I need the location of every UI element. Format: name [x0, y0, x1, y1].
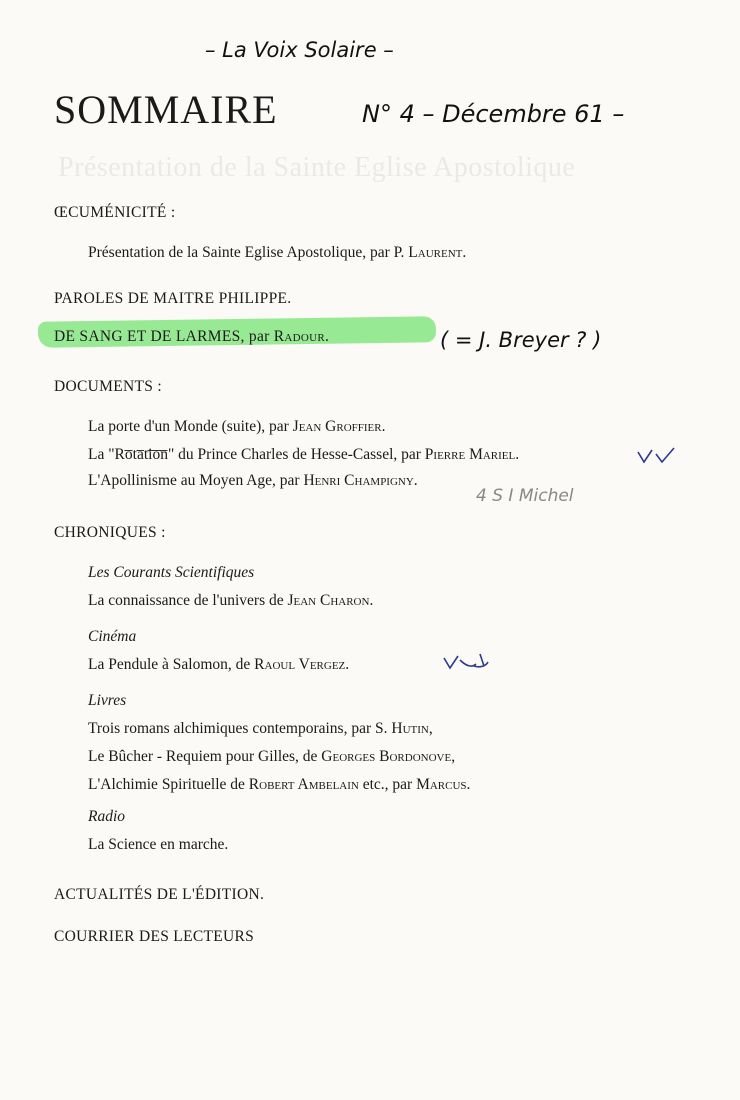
- handwritten-author-note: ( = J. Breyer ? ): [440, 328, 602, 352]
- page-title: SOMMAIRE: [54, 87, 278, 132]
- item-author: Jean Charon.: [287, 592, 374, 609]
- item-author: P. Laurent.: [393, 244, 467, 261]
- section-title: DE SANG ET DE LARMES, par: [54, 328, 270, 345]
- item-author: Radour.: [273, 328, 330, 345]
- item-title: La Science en marche.: [88, 836, 229, 853]
- subsection-label: Les Courants Scientifiques: [88, 564, 255, 581]
- item-prefix: La: [88, 446, 109, 463]
- item-title: Le Bûcher - Requiem pour Gilles, de: [88, 748, 318, 765]
- subsection-label: Livres: [88, 692, 127, 709]
- item-author: Raoul Vergez.: [254, 656, 350, 673]
- list-item: [88, 836, 228, 854]
- section-heading-oecumenicite: ŒCUMÉNICITÉ :: [54, 204, 176, 221]
- item-author: Pierre Mariel.: [424, 446, 520, 463]
- section-heading-sang: [54, 328, 329, 346]
- list-item: [88, 748, 455, 766]
- item-author: Jean Groffier.: [292, 418, 386, 435]
- item-title: La connaissance de l'univers de: [88, 592, 284, 609]
- handwritten-issue-number: N° 4 – Décembre 61 –: [362, 100, 625, 128]
- item-title: La porte d'un Monde (suite), par: [88, 418, 289, 435]
- subsection-label: Radio: [88, 808, 126, 825]
- item-title: Trois romans alchimiques contemporains, par: [88, 720, 372, 737]
- section-heading-paroles: PAROLES DE MAITRE PHILIPPE.: [54, 290, 292, 307]
- item-author: S. Hutin,: [375, 720, 433, 737]
- subsection-label: Cinéma: [88, 628, 137, 645]
- item-title-continued: etc., par: [358, 776, 413, 793]
- list-item: [88, 656, 349, 674]
- item-title: La Pendule à Salomon, de: [88, 656, 251, 673]
- list-item: [88, 244, 466, 262]
- handwritten-journal-name: – La Voix Solaire –: [205, 38, 394, 62]
- list-item: [88, 592, 373, 610]
- item-author: Marcus.: [416, 776, 471, 793]
- item-author: Henri Champigny.: [303, 472, 418, 489]
- item-title: du Prince Charles de Hesse-Cassel, par: [174, 446, 421, 463]
- item-title: Présentation de la Sainte Eglise Apostolique, par: [88, 244, 390, 261]
- section-heading-chroniques: CHRONIQUES :: [54, 524, 166, 541]
- pencil-note: 4 S I Michel: [476, 486, 574, 506]
- bleed-through-heading: Présentation de la Sainte Eglise Apostolique: [58, 152, 576, 183]
- list-item: [88, 720, 433, 738]
- list-item: [88, 418, 386, 436]
- list-item: [88, 472, 418, 490]
- item-author: Robert Ambelain: [248, 776, 359, 793]
- section-heading-actualites: ACTUALITÉS DE L'ÉDITION.: [54, 886, 265, 903]
- list-item: [88, 446, 519, 464]
- item-quoted-word: "Rotation": [108, 446, 175, 463]
- item-title: L'Alchimie Spirituelle de: [88, 776, 245, 793]
- section-heading-documents: DOCUMENTS :: [54, 378, 162, 395]
- item-author: Georges Bordonove,: [321, 748, 456, 765]
- section-heading-courrier: COURRIER DES LECTEURS: [54, 928, 255, 945]
- list-item: [88, 776, 470, 794]
- checkmark-icon: [440, 650, 492, 676]
- item-title: L'Apollinisme au Moyen Age, par: [88, 472, 300, 489]
- checkmark-icon: [634, 444, 682, 468]
